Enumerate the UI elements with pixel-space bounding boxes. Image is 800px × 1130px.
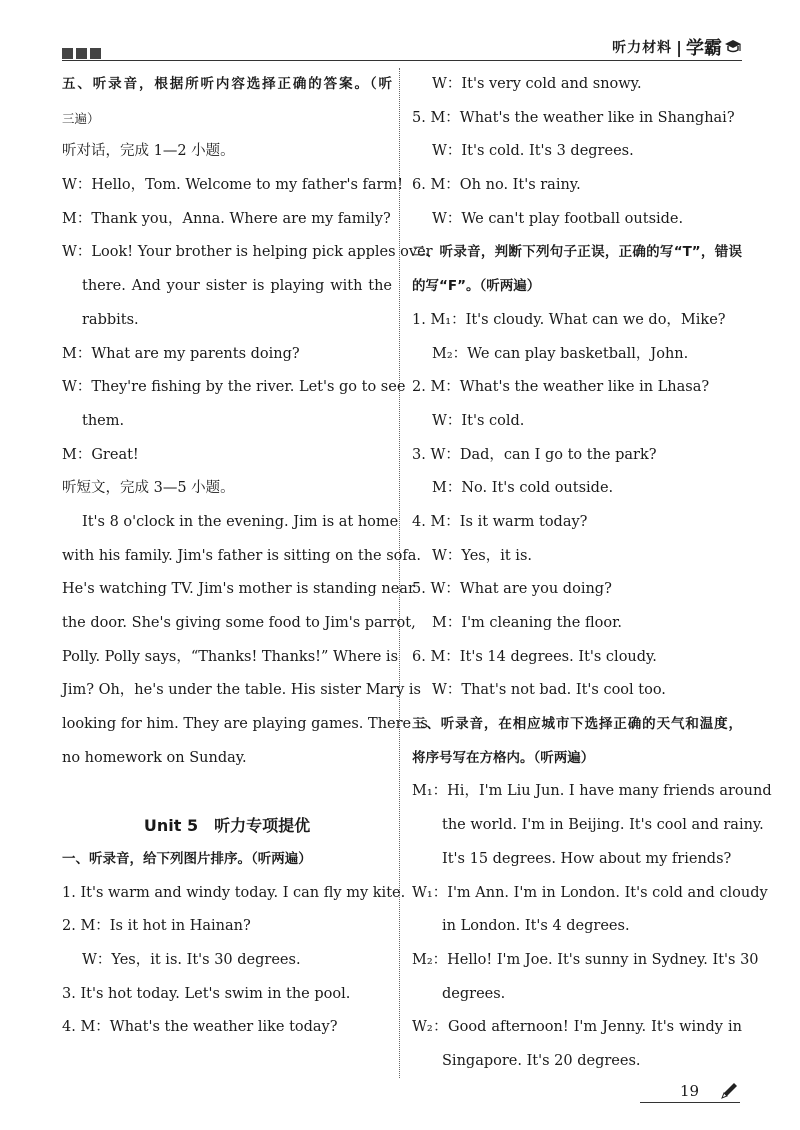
right-text-line: 1. M₁：It's cloudy. What can we do，Mike? — [412, 311, 726, 328]
page-footer — [672, 1080, 742, 1104]
right-text-line: degrees. — [442, 985, 506, 1002]
header-section-label: 听力材料 — [612, 40, 673, 56]
right-text-line: 6. M：Oh no. It's rainy. — [412, 177, 581, 194]
left-text-line: 一、听录音，给下列图片排序。（听两遍） — [62, 850, 312, 867]
left-text-line: 五、听录音，根据所听内容选择正确的答案。（听 — [62, 76, 392, 92]
right-text-line: M₂：Hello! I'm Joe. It's sunny in Sydney. It's 30 — [412, 951, 759, 968]
left-text-line: 3. It's hot today. Let's swim in the pool. — [62, 985, 351, 1002]
right-text-line: M：No. It's cold outside. — [432, 480, 614, 497]
right-text-line: 将序号写在方格内。（听两遍） — [412, 749, 595, 766]
left-text-line: Unit 5 听力专项提优 — [143, 816, 311, 836]
right-text-line: 4. M：Is it warm today? — [412, 513, 588, 530]
right-text-line: W：That's not bad. It's cool too. — [432, 682, 666, 699]
left-text-line: Jim? Oh，he's under the table. His sister Mary is — [62, 682, 421, 699]
left-text-line: looking for him. They are playing games. There is — [62, 716, 428, 733]
left-text-line: them. — [82, 412, 125, 429]
header-separator: | — [676, 37, 682, 57]
left-text-line: rabbits. — [82, 311, 139, 328]
left-text-line — [62, 775, 392, 809]
right-text-line: in London. It's 4 degrees. — [442, 918, 630, 935]
header-brand-area — [612, 34, 742, 60]
right-text-line: the world. I'm in Beijing. It's cool and rainy. — [442, 817, 764, 834]
right-text-line: 6. M：It's 14 degrees. It's cloudy. — [412, 648, 657, 665]
right-text-line: 的写“F”。（听两遍） — [412, 278, 541, 295]
left-text-line: W：Hello，Tom. Welcome to my father's farm! — [62, 177, 404, 194]
right-text-line: Singapore. It's 20 degrees. — [442, 1052, 641, 1069]
right-text-line: 二、听录音，判断下列句子正误，正确的写“T”，错误 — [412, 244, 742, 261]
graduation-cap-icon — [724, 38, 742, 56]
right-text-line: W：It's cold. — [432, 412, 525, 429]
left-text-line: no homework on Sunday. — [62, 749, 247, 766]
left-text-line: M：Thank you，Anna. Where are my family? — [62, 210, 391, 227]
right-text-line: 3. W：Dad，can I go to the park? — [412, 446, 657, 463]
left-text-line: 4. M：What's the weather like today? — [62, 1019, 338, 1036]
left-text-line: 2. M：Is it hot in Hainan? — [62, 918, 251, 935]
left-text-line: W：They're fishing by the river. Let's go to see — [62, 379, 406, 396]
right-text-line: W₂：Good afternoon! I'm Jenny. It's windy in — [412, 1019, 742, 1036]
left-text-line: Polly. Polly says，“Thanks! Thanks!” Where is — [62, 648, 399, 665]
header-rule — [62, 60, 742, 61]
right-text-line: W：It's cold. It's 3 degrees. — [432, 143, 634, 160]
page-header — [62, 32, 742, 62]
left-text-line: W：Look! Your brother is helping pick apples over — [62, 244, 433, 261]
left-column — [62, 68, 433, 1045]
column-divider — [399, 68, 400, 1078]
header-brand: 学霸 — [686, 38, 722, 59]
left-text-line: He's watching TV. Jim's mother is standing near — [62, 581, 415, 598]
right-text-line: W：We can't play football outside. — [432, 210, 684, 227]
right-text-line: 5. W：What are you doing? — [412, 581, 612, 598]
left-text-line: W：Yes，it is. It's 30 degrees. — [82, 951, 301, 968]
right-text-line: M：I'm cleaning the floor. — [432, 615, 623, 631]
right-text-line: M₂：We can play basketball，John. — [432, 345, 689, 362]
left-text-line: 1. It's warm and windy today. I can fly my kite. — [62, 884, 406, 901]
right-text-line: 2. M：What's the weather like in Lhasa? — [412, 379, 710, 396]
left-text-line: 听对话，完成 1—2 小题。 — [62, 143, 235, 160]
right-text-line: W₁：I'm Ann. I'm in London. It's cold and cloudy — [412, 884, 768, 901]
left-text-line: M：What are my parents doing? — [62, 345, 300, 362]
left-text-line: with his family. Jim's father is sitting on the sofa. — [62, 547, 422, 564]
right-text-line: It's 15 degrees. How about my friends? — [442, 850, 732, 867]
right-text-line: 三、听录音，在相应城市下选择正确的天气和温度， — [412, 716, 742, 733]
right-text-line: W：It's very cold and snowy. — [432, 76, 642, 92]
left-text-line: there. And your sister is playing with the — [82, 278, 392, 295]
right-text-line: W：Yes，it is. — [432, 547, 532, 564]
right-text-line: 5. M：What's the weather like in Shanghai? — [412, 109, 735, 126]
left-text-line: 三遍） — [62, 110, 100, 126]
left-text-line: M：Great! — [62, 446, 139, 463]
right-text-line: M₁：Hi，I'm Liu Jun. I have many friends around — [412, 783, 772, 800]
left-text-line: 听短文，完成 3—5 小题。 — [62, 480, 235, 497]
left-text-line: the door. She's giving some food to Jim's parrot, — [62, 615, 416, 631]
right-column — [412, 68, 772, 1079]
page-number: 19 — [680, 1082, 700, 1100]
pencil-icon — [718, 1080, 740, 1102]
left-text-line: It's 8 o'clock in the evening. Jim is at home — [82, 513, 399, 530]
